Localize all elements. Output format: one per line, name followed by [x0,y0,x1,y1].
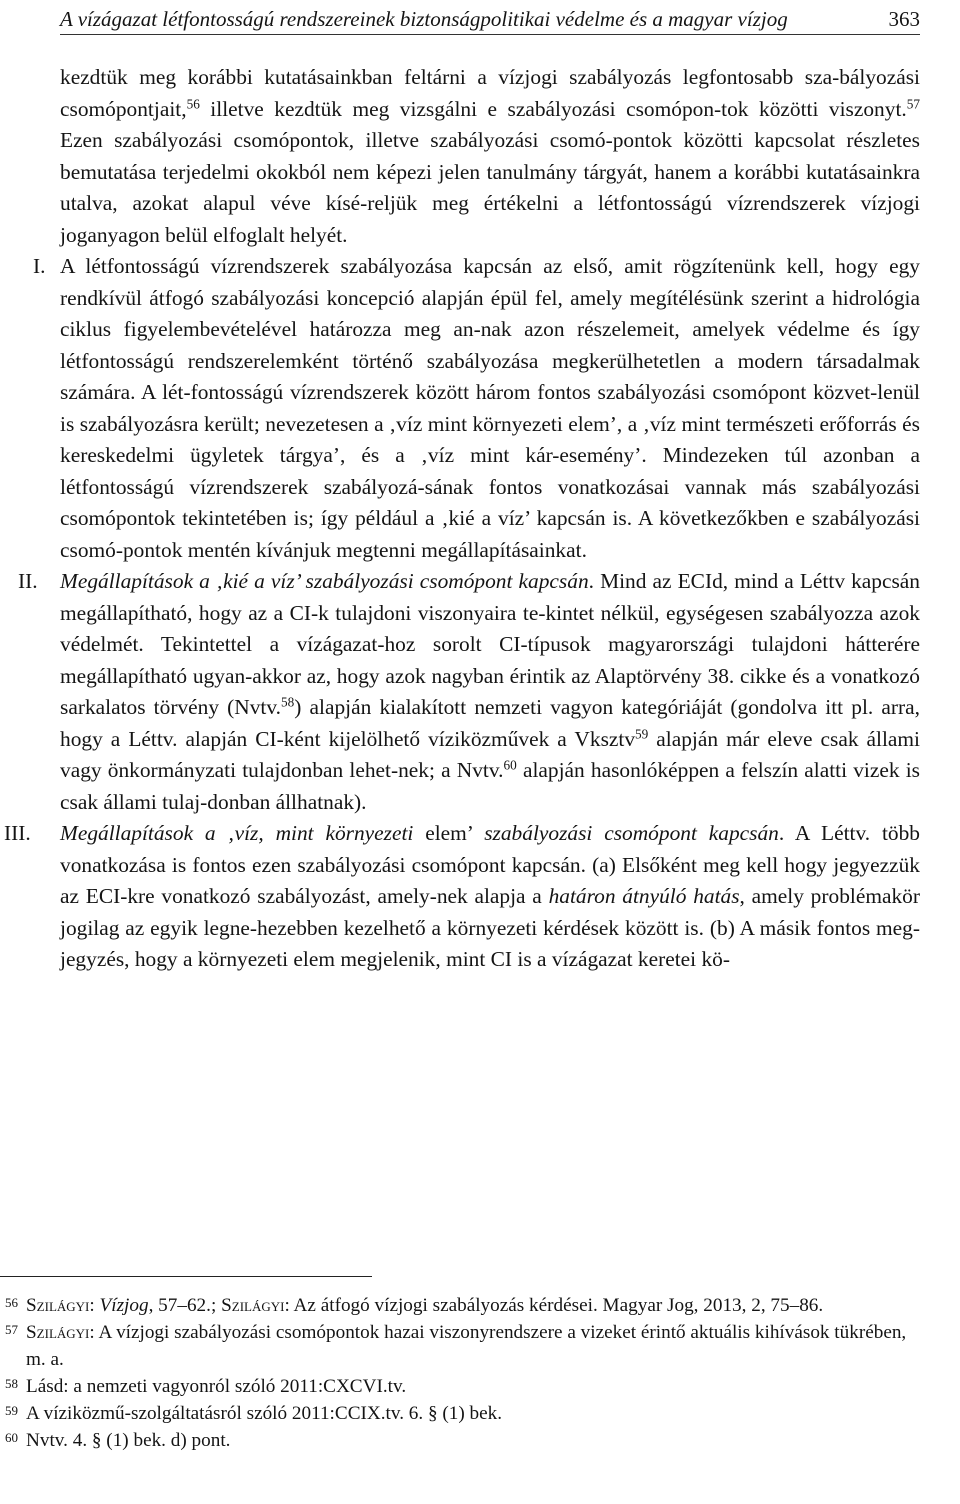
footnote-57: 57 Szilágyi: A vízjogi szabályozási csomópontok hazai viszonyrendszere a vizeket érintő aktuális kihívások tükrében, m. a. [0,1319,920,1373]
intro-paragraph: kezdtük meg korábbi kutatásainkban feltárni a vízjogi szabályozás legfontosabb sza-bályozási csomópontjait,$^{56}$ illetve kezdtük meg vizsgálni e szabályozási csomópon-tok közötti viszonyt.$^{57}$ Ezen szabályozási csomópontok, illetve szabályozási csomó-pontok közötti kapcsolat részletes bemutatása terjedelmi okokból nem képezi jelen tanulmány tárgyát, hanem a korábbi kutatásainkra utalva, azokat alapul véve kísé-reljük meg értékelni a létfontosságú vízrendszerek vízjogi joganyagon belül elfoglalt helyét. [60,65,920,247]
footnote-ref-60[interactable]: 60 [503,757,517,773]
footnote-separator [0,1276,372,1277]
section-label-ii: II. [18,569,38,593]
footnote-59: 59 A víziközmű-szolgáltatásról szóló 2011:CCIX.tv. 6. § (1) bek. [0,1400,920,1427]
emphasized-term: határon átnyúló hatás [548,884,740,908]
footnote-number: 58 [5,1376,18,1391]
footnote-number: 59 [5,1403,18,1418]
page-number: 363 [888,7,920,31]
footnote-ref-56[interactable]: 56 [186,96,200,112]
footnote-58: 58 Lásd: a nemzeti vagyonról szóló 2011:CXCVI.tv. [0,1373,920,1400]
footnote-60: 60 Nvtv. 4. § (1) bek. d) pont. [0,1427,920,1454]
footnote-56: 56 Szilágyi: Vízjog, 57–62.; Szilágyi: Az átfogó vízjogi szabályozás kérdései. Magyar Jog, 2013, 2, 75–86. [0,1292,920,1319]
footnote-number: 60 [5,1430,18,1445]
section-heading-iii-b: elem’ [413,821,485,845]
section-iii: III. Megállapítások a ‚víz, mint környezeti elem’ szabályozási csomópont kapcsán. A Léttv. több vonatkozása is fontos ezen szabályozási csomópont kapcsán. (a) Elsőként meg kell hogy jegyezzük az ECI-kre vonatkozó szabályozást, amely-nek alapja a határon átnyúló hatás, amely problémakör jogilag az egyik legne-hezebben kezelhető a környezeti kérdések között is. (b) A másik fontos meg-jegyzés, hogy a környezeti elem megjelenik, mint CI is a vízágazat keretei kö- [60,818,920,976]
section-label-i: I. [33,254,46,278]
footnote-ref-57[interactable]: 57 [906,96,920,112]
footnote-ref-59[interactable]: 59 [635,726,649,742]
footnotes [0,1292,920,1454]
section-heading-iii-c: szabályozási csomópont kapcsán [484,821,779,845]
section-heading-iii-a: Megállapítások a ‚víz, mint környezeti [60,821,414,845]
footnote-ref-58[interactable]: 58 [281,694,295,710]
footnote-number: 56 [5,1295,18,1310]
section-heading-ii: Megállapítások a ‚kié a víz’ szabályozási csomópont kapcsán [60,569,589,593]
section-ii: II. Megállapítások a ‚kié a víz’ szabályozási csomópont kapcsán. Mind az ECId, mind a Léttv kapcsán megállapítható, hogy az a CI-k tulajdoni viszonyaira te-kintet nélkül, egységesen szabályozza azok védelmét. Tekintettel a vízágazat-hoz sorolt CI-típusok magyarországi tulajdoni hátterére megállapítható ugyan-akkor az, hogy azok nagyban érintik az Alaptörvény 38. cikke és a vonatkozó sarkalatos törvény (Nvtv.$^{58}$) alapján kialakított nemzeti vagyon kategóriáját (gondolva itt pl. arra, hogy a Léttv. alapján CI-ként kijelölhető víziközművek a Vksztv$^{59}$ alapján már eleve csak állami vagy önkormányzati tulajdonban lehet-nek; a Nvtv.$^{60}$ alapján hasonlóképpen a felszín alatti vizek is csak állami tulaj-donban állhatnak). [60,566,920,818]
body-text [4,62,920,976]
running-header [60,4,920,35]
section-label-iii: III. [4,821,31,845]
footnote-number: 57 [5,1322,18,1337]
section-i: I. A létfontosságú vízrendszerek szabályozása kapcsán az első, amit rögzítenünk kell, hogy egy rendkívül átfogó szabályozási koncepció alapján épül fel, amely megítélésünk szerint a hidrológia ciklus figyelembevételével határozza meg an-nak azon részelemeit, amelyek védelme és így létfontosságú rendszerelemként történő szabályozása megkerülhetetlen a modern társadalmak számára. A lét-fontosságú vízrendszerek között három fontos szabályozási csomópont közvet-lenül is szabályozásra került; nevezetesen a ‚víz mint környezeti elem’, a ‚víz mint természeti erőforrás és kereskedelmi ügyletek tárgya’, és a ‚víz mint kár-esemény’. Mindezeken túl azonban a létfontosságú vízrendszerek szabályozá-sának fontos vonatkozásai vannak más szabályozási csomópontok tekintetében is; így például a ‚kié a víz’ kapcsán is. A következőkben e szabályozási csomó-pontok mentén kívánjuk megtenni megállapításainkat. [60,251,920,566]
running-title: A vízágazat létfontosságú rendszereinek biztonságpolitikai védelme és a magyar vízjog [60,7,788,31]
